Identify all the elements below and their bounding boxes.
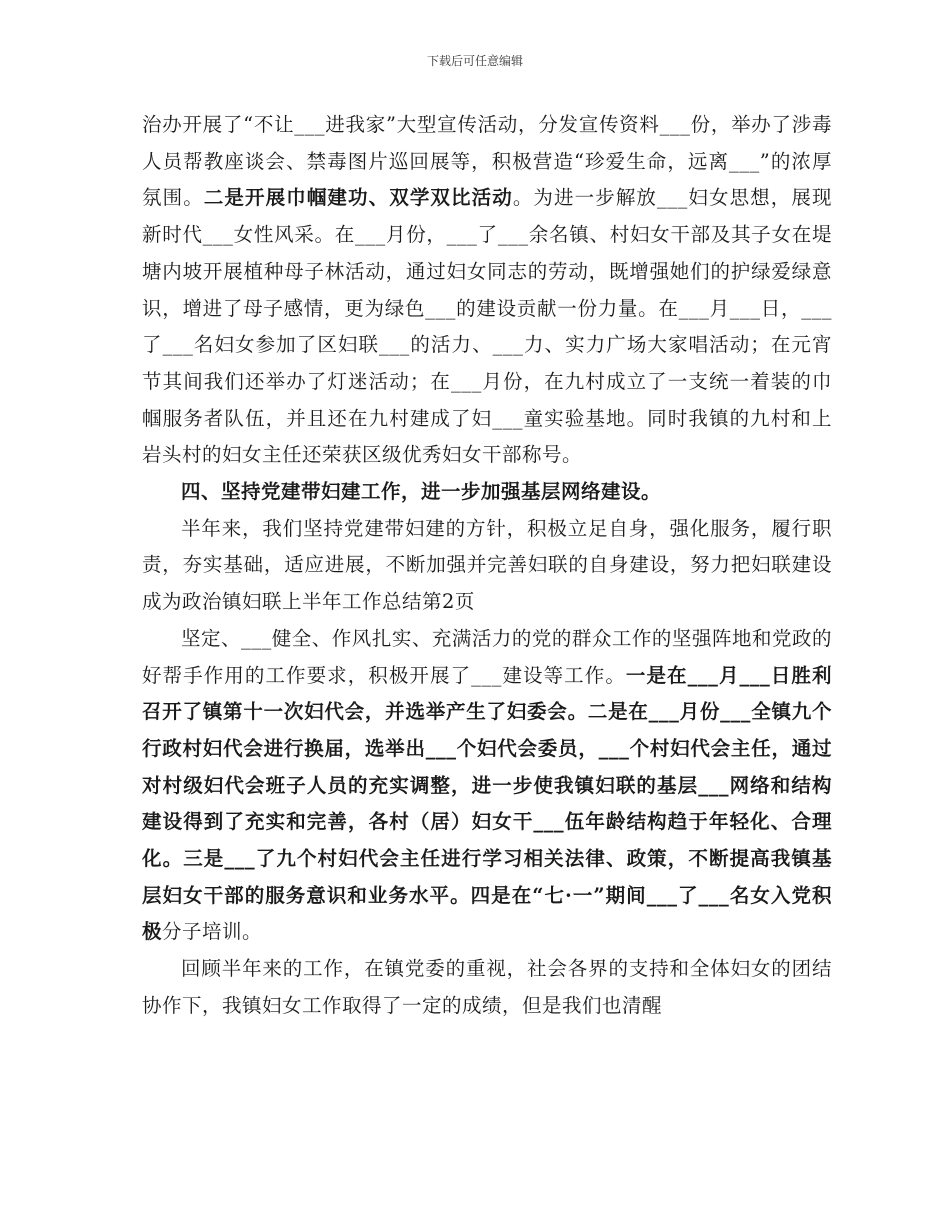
text-run: 。为进一步解放___妇女思想，展现新时代___女性风采。在___月份，___了___余名镇、村妇女干部及其子女在堤塘内坡开展植种母子林活动，通过妇女同志的劳动，既增强她们的护绿爱绿意识，增进了母子感情，更为绿色___的建设贡献一份力量。在___月___日，___了___名妇女参加了区妇联___的活力、___力、实力广场大家唱活动；在元宵节其间我们还举办了灯迷活动；在___月份，在九村成立了一支统一着装的巾帼服务者队伍，并且还在九村建成了妇___童实验基地。同时我镇的九村和上岩头村的妇女主任还荣获区级优秀妇女干部称号。 — [142, 186, 832, 467]
document-body — [142, 107, 832, 1025]
text-run: 半年来，我们坚持党建带妇建的方针，积极立足自身，强化服务，履行职责，夯实基础，适应进展，不断加强并完善妇联的自身建设，努力把妇联建设成为政治镇妇联上半年工作总结第2页 — [142, 516, 832, 614]
text-run: 坚定、___健全、作风扎实、充满活力的党的群众工作的坚强阵地和党政的好帮手作用的工作要求，积极开展了___建设等工作。 — [142, 626, 832, 687]
paragraph — [142, 621, 832, 951]
text-run: 回顾半年来的工作，在镇党委的重视，社会各界的支持和全体妇女的团结协作下，我镇妇女工作取得了一定的成绩，但是我们也清醒 — [142, 957, 832, 1017]
paragraph — [142, 951, 832, 1024]
section-heading — [142, 474, 832, 511]
paragraph — [142, 107, 832, 474]
section-heading-text: 四、坚持党建带妇建工作，进一步加强基层网络建设。 — [181, 480, 662, 504]
paragraph — [142, 511, 832, 621]
bold-run: 一是在___月___日胜利召开了镇第十一次妇代会，并选举产生了妇委会。二是在___月份___全镇九个行政村妇代会进行换届，选举出___个妇代会委员，___个村妇代会主任，通过对村级妇代会班子人员的充实调整，进一步使我镇妇联的基层___网络和结构建设得到了充实和完善，各村（居）妇女干___伍年龄结构趋于年轻化、合理化。三是___了九个村妇代会主任进行学习相关法律、政策，不断提高我镇基层妇女干部的服务意识和业务水平。四是在“七·一”期间___了___名女入党积极 — [142, 663, 832, 944]
page-header: 下载后可任意编辑 — [426, 54, 523, 68]
text-run: 分子培训。 — [162, 920, 263, 944]
text-run: 治办开展了“不让___进我家”大型宣传活动，分发宣传资料___份，举办了涉毒人员帮教座谈会、禁毒图片巡回展等，积极营造“珍爱生命，远离___”的浓厚氛围。 — [142, 113, 832, 210]
bold-heading-run: 二是开展巾帼建功、双学双比活动 — [203, 186, 513, 210]
